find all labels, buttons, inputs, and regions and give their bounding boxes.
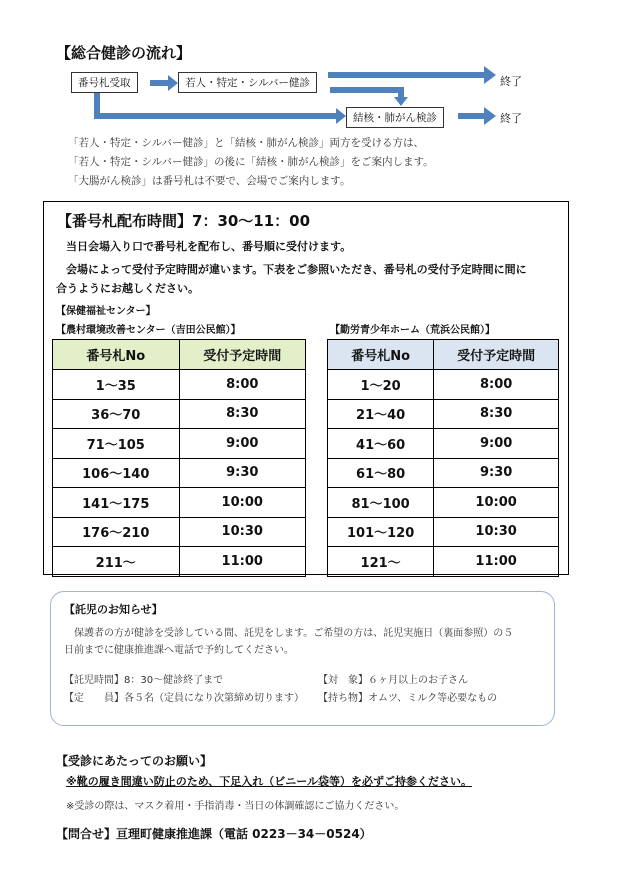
- flow-arrow-top-line: [328, 72, 486, 78]
- col-header-time: 受付予定時間: [179, 340, 306, 370]
- col-header-no: 番号札No: [53, 340, 180, 370]
- nursery-title: 【託児のお知らせ】: [64, 603, 163, 616]
- schedule-table-left: [52, 339, 306, 577]
- table-row: [53, 458, 306, 488]
- flow-arrowhead-3: [336, 108, 346, 124]
- table-row: [328, 547, 559, 577]
- venue-right: 【勤労青少年ホーム（荒浜公民館）】: [330, 325, 495, 336]
- nursery-text-1: 保護者の方が健診を受診している間、託児をします。ご希望の方は、託児実施日（裏面参照）の５: [74, 628, 514, 639]
- flow-step-youth: 若人・特定・シルバー健診: [178, 72, 317, 93]
- table-row: [53, 517, 306, 547]
- distribution-line-2b: 合うようにお越しください。: [56, 282, 199, 295]
- cell-time: 10:30: [434, 517, 559, 547]
- cell-time: 8:00: [434, 370, 559, 400]
- requests-title: 【受診にあたってのお願い】: [56, 754, 213, 768]
- venue-group: 【保健福祉センター】: [56, 306, 156, 317]
- table-row: [328, 458, 559, 488]
- flow-arrowhead-1: [168, 75, 178, 91]
- table-row: [53, 399, 306, 429]
- table-row: [328, 429, 559, 459]
- table-row: [328, 399, 559, 429]
- col-header-no: 番号札No: [328, 340, 434, 370]
- cell-no: 81～100: [328, 488, 434, 518]
- table-row: [328, 488, 559, 518]
- cell-time: 9:30: [179, 458, 306, 488]
- flow-arrow-ticket-to-youth: [150, 80, 170, 86]
- cell-no: 176～210: [53, 517, 180, 547]
- cell-time: 8:00: [179, 370, 306, 400]
- cell-no: 1～20: [328, 370, 434, 400]
- cell-time: 10:30: [179, 517, 306, 547]
- cell-time: 8:30: [434, 399, 559, 429]
- flow-end-1: 終了: [500, 75, 522, 88]
- table-row: [328, 370, 559, 400]
- nursery-items: 【持ち物】オムツ、ミルク等必要なもの: [318, 693, 498, 704]
- flow-note-2: 「若人・特定・シルバー健診」の後に「結核・肺がん検診」をご案内します。: [68, 156, 434, 168]
- table-row: [53, 370, 306, 400]
- flow-arrow-tb-to-end: [458, 113, 486, 119]
- flow-arrow-youth-to-tb-h: [330, 87, 402, 93]
- cell-no: 1～35: [53, 370, 180, 400]
- schedule-table-right: [327, 339, 559, 577]
- flow-note-1: 「若人・特定・シルバー健診」と「結核・肺がん検診」両方を受ける方は、: [68, 137, 425, 149]
- cell-no: 71～105: [53, 429, 180, 459]
- flow-step-tb: 結核・肺がん検診: [346, 107, 444, 128]
- distribution-line-1: 当日会場入り口で番号札を配布し、番号順に受付けます。: [66, 240, 352, 253]
- cell-time: 9:00: [434, 429, 559, 459]
- table-row: [53, 429, 306, 459]
- cell-time: 10:00: [179, 488, 306, 518]
- requests-line-2: ※受診の際は、マスク着用・手指消毒・当日の体調確認にご協力ください。: [66, 801, 405, 812]
- cell-time: 10:00: [434, 488, 559, 518]
- flow-arrow-ticket-to-tb: [94, 113, 338, 119]
- cell-no: 36～70: [53, 399, 180, 429]
- distribution-line-2a: 会場によって受付予定時間が違います。下表をご参照いただき、番号札の受付予定時間に間に: [66, 263, 527, 276]
- nursery-capacity: 【定 員】各５名（定員になり次第締め切ります）: [64, 693, 304, 704]
- cell-no: 101～120: [328, 517, 434, 547]
- flow-title: 【総合健診の流れ】: [56, 44, 192, 62]
- requests-line-1: ※靴の履き間違い防止のため、下足入れ（ビニール袋等）を必ずご持参ください。: [66, 775, 473, 788]
- cell-time: 11:00: [179, 547, 306, 577]
- contact-info: 【問合せ】亘理町健康推進課（電話 0223－34－0524）: [56, 827, 372, 841]
- cell-time: 9:00: [179, 429, 306, 459]
- flow-step-ticket: 番号札受取: [71, 72, 138, 93]
- cell-no: 121～: [328, 547, 434, 577]
- cell-no: 21～40: [328, 399, 434, 429]
- cell-time: 11:00: [434, 547, 559, 577]
- table-row: [53, 488, 306, 518]
- cell-no: 61～80: [328, 458, 434, 488]
- nursery-text-2: 日前までに健康推進課へ電話で予約してください。: [64, 645, 294, 656]
- flow-arrowhead-2: [394, 97, 408, 106]
- nursery-time: 【託児時間】8：30～健診終了まで: [64, 675, 224, 686]
- cell-time: 9:30: [434, 458, 559, 488]
- table-header-row: [53, 340, 306, 370]
- cell-no: 41～60: [328, 429, 434, 459]
- flow-arrowhead-end2: [484, 107, 496, 125]
- table-row: [328, 517, 559, 547]
- cell-no: 141～175: [53, 488, 180, 518]
- col-header-time: 受付予定時間: [434, 340, 559, 370]
- table-row: [53, 547, 306, 577]
- cell-no: 211～: [53, 547, 180, 577]
- flow-arrowhead-end1: [484, 66, 496, 84]
- cell-no: 106～140: [53, 458, 180, 488]
- distribution-title: 【番号札配布時間】7：30～11：00: [57, 212, 311, 230]
- cell-time: 8:30: [179, 399, 306, 429]
- table-header-row: [328, 340, 559, 370]
- nursery-target: 【対 象】６ヶ月以上のお子さん: [318, 675, 468, 686]
- venue-left: 【農村環境改善センター（吉田公民館）】: [56, 325, 241, 336]
- flow-note-3: 「大腸がん検診」は番号札は不要で、会場でご案内します。: [68, 175, 351, 187]
- flow-end-2: 終了: [500, 112, 522, 125]
